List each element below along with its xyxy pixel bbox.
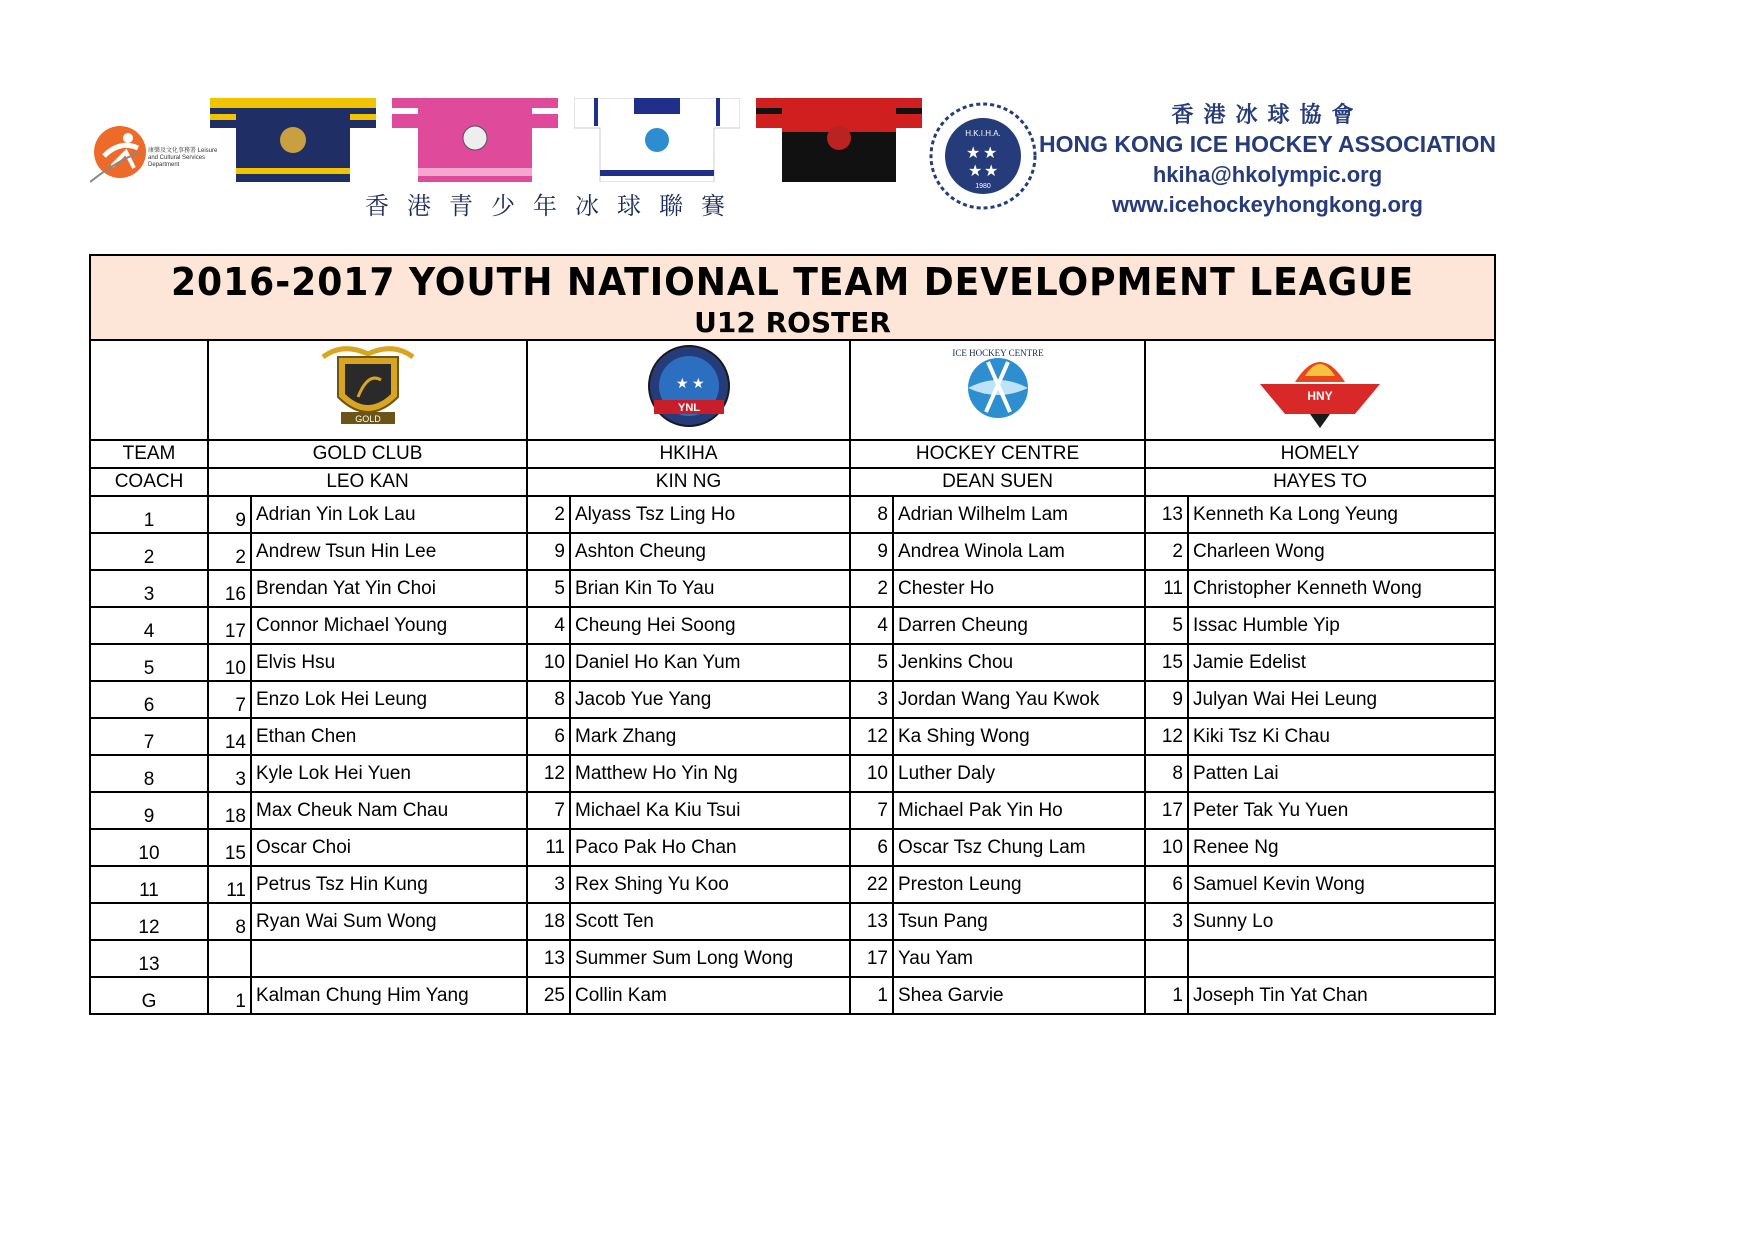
player-number: 4 — [527, 607, 570, 644]
table-row — [90, 681, 1495, 718]
player-name: Daniel Ho Kan Yum — [570, 644, 850, 681]
player-number: 9 — [208, 496, 251, 533]
coach-hkiha: KIN NG — [527, 468, 850, 496]
row-index: 8 — [90, 755, 208, 792]
player-number: 3 — [850, 681, 893, 718]
gold-club-logo-text: GOLD — [354, 414, 381, 424]
player-number: 6 — [850, 829, 893, 866]
coach-gold-club: LEO KAN — [208, 468, 527, 496]
player-name: Collin Kam — [570, 977, 850, 1014]
player-name: Ethan Chen — [251, 718, 527, 755]
player-number: 3 — [1145, 903, 1188, 940]
player-number: 9 — [1145, 681, 1188, 718]
player-name: Renee Ng — [1188, 829, 1495, 866]
svg-text:★: ★ — [691, 375, 705, 391]
player-name: Connor Michael Young — [251, 607, 527, 644]
player-number: 1 — [850, 977, 893, 1014]
player-name: Andrea Winola Lam — [893, 533, 1145, 570]
svg-text:★: ★ — [968, 163, 983, 180]
table-row — [90, 607, 1495, 644]
player-name: Andrew Tsun Hin Lee — [251, 533, 527, 570]
player-name: Adrian Yin Lok Lau — [251, 496, 527, 533]
association-english-name: HONG KONG ICE HOCKEY ASSOCIATION — [1038, 131, 1497, 157]
row-index: 6 — [90, 681, 208, 718]
player-number: 5 — [527, 570, 570, 607]
player-name: Jenkins Chou — [893, 644, 1145, 681]
player-number: 13 — [527, 940, 570, 977]
player-number: 13 — [850, 903, 893, 940]
player-number: 15 — [208, 829, 251, 866]
hkiha-seal-icon — [928, 100, 1038, 212]
player-name: Michael Ka Kiu Tsui — [570, 792, 850, 829]
table-row — [90, 829, 1495, 866]
player-name: Darren Cheung — [893, 607, 1145, 644]
player-name: Cheung Hei Soong — [570, 607, 850, 644]
player-name: Mark Zhang — [570, 718, 850, 755]
coach-hockey-centre: DEAN SUEN — [850, 468, 1145, 496]
player-number: 5 — [850, 644, 893, 681]
player-number — [1145, 940, 1188, 977]
logo-row — [90, 340, 1495, 440]
player-name: Jacob Yue Yang — [570, 681, 850, 718]
player-name: Jamie Edelist — [1188, 644, 1495, 681]
player-name: Shea Garvie — [893, 977, 1145, 1014]
player-name: Issac Humble Yip — [1188, 607, 1495, 644]
table-row — [90, 718, 1495, 755]
title-cell — [90, 255, 1495, 340]
player-number: 15 — [1145, 644, 1188, 681]
row-index: 12 — [90, 903, 208, 940]
player-name: Brian Kin To Yau — [570, 570, 850, 607]
coach-homely: HAYES TO — [1145, 468, 1495, 496]
player-number: 11 — [527, 829, 570, 866]
player-number: 7 — [527, 792, 570, 829]
player-number: 10 — [1145, 829, 1188, 866]
roster-body — [90, 496, 1495, 1014]
hockey-centre-logo-icon — [938, 342, 1058, 432]
roster-table — [89, 254, 1496, 1015]
player-number: 6 — [1145, 866, 1188, 903]
player-name: Charleen Wong — [1188, 533, 1495, 570]
player-number: 7 — [850, 792, 893, 829]
player-number: 10 — [208, 644, 251, 681]
table-row — [90, 755, 1495, 792]
player-name: Max Cheuk Nam Chau — [251, 792, 527, 829]
team-name-hkiha: HKIHA — [527, 440, 850, 468]
league-chinese-name: 香港青少年冰球聯賽 — [365, 192, 743, 220]
player-name: Oscar Choi — [251, 829, 527, 866]
player-number: 4 — [850, 607, 893, 644]
player-name: Michael Pak Yin Ho — [893, 792, 1145, 829]
player-name: Ryan Wai Sum Wong — [251, 903, 527, 940]
table-row — [90, 496, 1495, 533]
player-name: Samuel Kevin Wong — [1188, 866, 1495, 903]
player-name: Alyass Tsz Ling Ho — [570, 496, 850, 533]
hkiha-logo-text: YNL — [677, 402, 700, 414]
row-index: 13 — [90, 940, 208, 977]
title-row — [90, 255, 1495, 340]
row-index: 10 — [90, 829, 208, 866]
player-number: 8 — [1145, 755, 1188, 792]
hockey-centre-logo-cell — [850, 340, 1145, 440]
hockey-centre-logo-text: ICE HOCKEY CENTRE — [951, 348, 1044, 358]
player-name: Preston Leung — [893, 866, 1145, 903]
player-number: 6 — [527, 718, 570, 755]
player-name: Kenneth Ka Long Yeung — [1188, 496, 1495, 533]
hkiha-logo-icon — [634, 342, 744, 432]
table-row — [90, 866, 1495, 903]
jersey-hkiha-icon — [574, 98, 740, 182]
player-name — [1188, 940, 1495, 977]
player-number: 25 — [527, 977, 570, 1014]
player-name: Julyan Wai Hei Leung — [1188, 681, 1495, 718]
player-name: Tsun Pang — [893, 903, 1145, 940]
player-number: 8 — [208, 903, 251, 940]
player-name: Kyle Lok Hei Yuen — [251, 755, 527, 792]
association-info — [1030, 98, 1505, 218]
player-number: 11 — [1145, 570, 1188, 607]
player-number: 8 — [850, 496, 893, 533]
player-number: 17 — [1145, 792, 1188, 829]
table-row — [90, 570, 1495, 607]
player-name: Brendan Yat Yin Choi — [251, 570, 527, 607]
player-name: Joseph Tin Yat Chan — [1188, 977, 1495, 1014]
row-index: 2 — [90, 533, 208, 570]
player-number: 13 — [1145, 496, 1188, 533]
player-name: Scott Ten — [570, 903, 850, 940]
player-name: Summer Sum Long Wong — [570, 940, 850, 977]
svg-text:★: ★ — [966, 145, 981, 162]
player-number — [208, 940, 251, 977]
player-number: 1 — [208, 977, 251, 1014]
svg-text:★: ★ — [675, 375, 689, 391]
player-number: 12 — [1145, 718, 1188, 755]
player-name: Matthew Ho Yin Ng — [570, 755, 850, 792]
player-number: 18 — [208, 792, 251, 829]
player-number: 8 — [527, 681, 570, 718]
player-name: Chester Ho — [893, 570, 1145, 607]
gold-club-logo-icon — [313, 342, 423, 432]
player-number: 2 — [208, 533, 251, 570]
player-number: 3 — [527, 866, 570, 903]
player-number: 9 — [527, 533, 570, 570]
player-name: Peter Tak Yu Yuen — [1188, 792, 1495, 829]
player-name: Paco Pak Ho Chan — [570, 829, 850, 866]
player-name — [251, 940, 527, 977]
row-index: 7 — [90, 718, 208, 755]
homely-logo-cell — [1145, 340, 1495, 440]
player-name: Kiki Tsz Ki Chau — [1188, 718, 1495, 755]
coach-label: COACH — [90, 468, 208, 496]
gold-club-logo-cell — [208, 340, 527, 440]
player-number: 2 — [527, 496, 570, 533]
player-number: 1 — [1145, 977, 1188, 1014]
player-number: 17 — [850, 940, 893, 977]
player-name: Elvis Hsu — [251, 644, 527, 681]
row-index: G — [90, 977, 208, 1014]
player-number: 5 — [1145, 607, 1188, 644]
player-number: 18 — [527, 903, 570, 940]
table-row — [90, 792, 1495, 829]
table-row — [90, 644, 1495, 681]
homely-logo-icon — [1255, 342, 1385, 432]
table-row — [90, 940, 1495, 977]
player-name: Ashton Cheung — [570, 533, 850, 570]
seal-abbrev: H.K.I.H.A. — [965, 129, 1001, 138]
jersey-red-black-icon — [756, 98, 922, 182]
player-number: 9 — [850, 533, 893, 570]
table-row — [90, 533, 1495, 570]
player-name: Patten Lai — [1188, 755, 1495, 792]
svg-text:★: ★ — [984, 163, 999, 180]
player-name: Sunny Lo — [1188, 903, 1495, 940]
association-website: www.icehockeyhongkong.org — [1112, 192, 1423, 217]
hkiha-logo-cell — [527, 340, 850, 440]
player-name: Rex Shing Yu Koo — [570, 866, 850, 903]
player-name: Enzo Lok Hei Leung — [251, 681, 527, 718]
league-title: 2016-2017 YOUTH NATIONAL TEAM DEVELOPMENT LEAGUE — [170, 260, 1415, 304]
player-name: Christopher Kenneth Wong — [1188, 570, 1495, 607]
team-name-row — [90, 440, 1495, 468]
player-number: 11 — [208, 866, 251, 903]
team-name-hockey-centre: HOCKEY CENTRE — [850, 440, 1145, 468]
player-name: Yau Yam — [893, 940, 1145, 977]
roster-subtitle: U12 ROSTER — [694, 306, 891, 339]
player-number: 16 — [208, 570, 251, 607]
row-index: 4 — [90, 607, 208, 644]
player-number: 22 — [850, 866, 893, 903]
team-name-gold-club: GOLD CLUB — [208, 440, 527, 468]
player-number: 17 — [208, 607, 251, 644]
player-number: 3 — [208, 755, 251, 792]
association-chinese-name: 香港冰球協會 — [1171, 103, 1364, 128]
player-name: Ka Shing Wong — [893, 718, 1145, 755]
row-index: 1 — [90, 496, 208, 533]
player-name: Oscar Tsz Chung Lam — [893, 829, 1145, 866]
player-name: Luther Daly — [893, 755, 1145, 792]
homely-logo-text: HNY — [1307, 389, 1333, 403]
player-name: Kalman Chung Him Yang — [251, 977, 527, 1014]
player-number: 12 — [527, 755, 570, 792]
team-label: TEAM — [90, 440, 208, 468]
jersey-pink-icon — [392, 98, 558, 182]
player-name: Adrian Wilhelm Lam — [893, 496, 1145, 533]
page-header — [0, 0, 1754, 230]
coach-row — [90, 468, 1495, 496]
row-index: 3 — [90, 570, 208, 607]
svg-text:★: ★ — [983, 145, 998, 162]
row-index: 9 — [90, 792, 208, 829]
player-number: 12 — [850, 718, 893, 755]
player-name: Jordan Wang Yau Kwok — [893, 681, 1145, 718]
jersey-gold-club-icon — [210, 98, 376, 182]
row-index: 11 — [90, 866, 208, 903]
team-name-homely: HOMELY — [1145, 440, 1495, 468]
player-number: 10 — [527, 644, 570, 681]
logo-empty-cell — [90, 340, 208, 440]
player-number: 2 — [850, 570, 893, 607]
lcsd-logo-text: 康樂及文化事務署 Leisure and Cultural Services Department — [148, 148, 218, 168]
player-number: 10 — [850, 755, 893, 792]
seal-year: 1980 — [975, 183, 991, 190]
player-number: 2 — [1145, 533, 1188, 570]
table-row — [90, 903, 1495, 940]
table-row — [90, 977, 1495, 1014]
row-index: 5 — [90, 644, 208, 681]
player-number: 14 — [208, 718, 251, 755]
player-name: Petrus Tsz Hin Kung — [251, 866, 527, 903]
association-email: hkiha@hkolympic.org — [1152, 162, 1383, 187]
player-number: 7 — [208, 681, 251, 718]
